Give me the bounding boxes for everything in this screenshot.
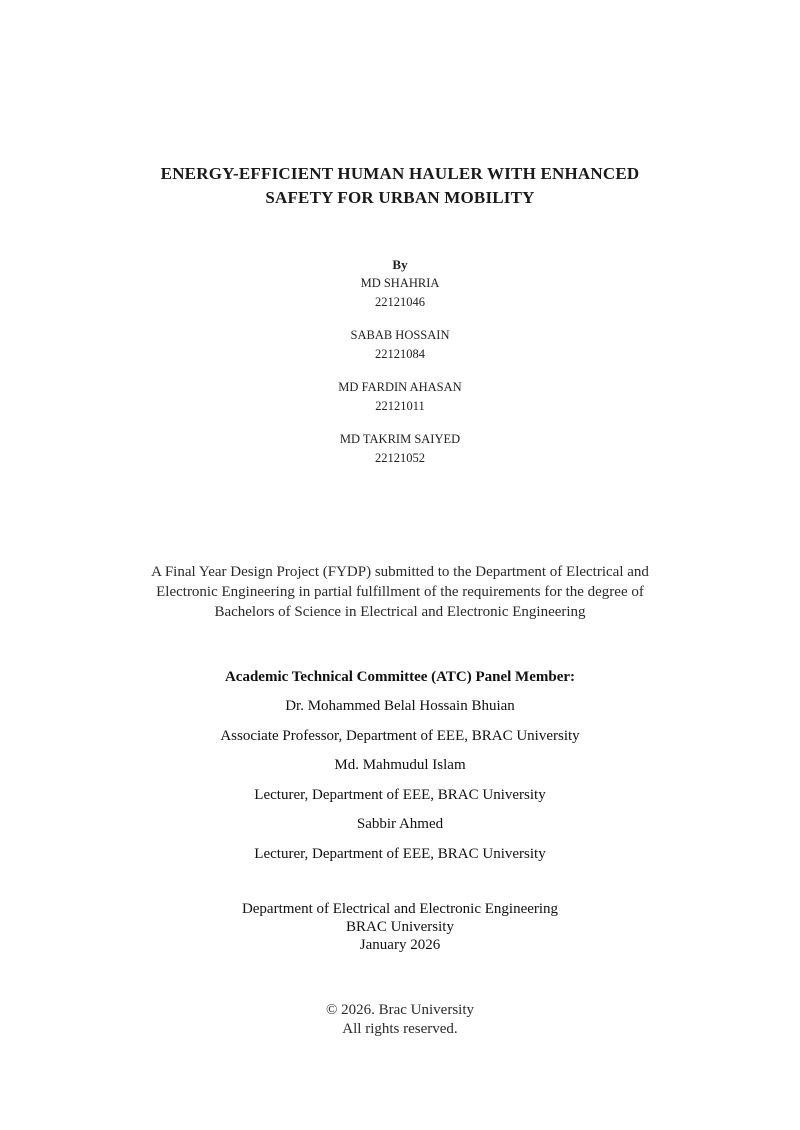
submission-statement [80,562,720,622]
thesis-title [60,162,740,210]
panel-member-role: Lecturer, Department of EEE, BRAC University [254,786,546,803]
rights-line: All rights reserved. [342,1021,458,1037]
author-entry [200,378,600,416]
student-id: 22121052 [375,451,425,465]
atc-panel [100,665,700,871]
author-name: SABAB HOSSAIN [350,328,450,342]
author-entry [200,326,600,364]
student-id: 22121084 [375,347,425,361]
panel-member-name: Dr. Mohammed Belal Hossain Bhuian [285,698,515,714]
author-name: MD SHAHRIA [360,276,440,290]
author-name: MD TAKRIM SAIYED [339,432,461,446]
department-name: Department of Electrical and Electronic Engineering [241,901,559,917]
copyright-line: © 2026. Brac University [325,1002,475,1018]
copyright-notice [200,1001,600,1039]
submission-line: A Final Year Design Project (FYDP) submitted to the Department of Electrical and [151,564,649,580]
thesis-title-line-1: ENERGY-EFFICIENT HUMAN HAULER WITH ENHANCED [160,164,640,183]
student-id: 22121046 [375,295,425,309]
student-id: 22121011 [375,399,425,413]
submission-line: Bachelors of Science in Electrical and Electronic Engineering [214,604,586,620]
atc-heading: Academic Technical Committee (ATC) Panel Member: [224,669,576,685]
institution-block [150,900,650,954]
panel-member-name: Sabbir Ahmed [356,816,444,832]
by-label: By [392,257,408,272]
author-entry [200,430,600,468]
university-name: BRAC University [346,919,454,935]
panel-member-role: Lecturer, Department of EEE, BRAC University [254,845,546,862]
thesis-title-line-2: SAFETY FOR URBAN MOBILITY [265,188,535,207]
submission-date: January 2026 [359,937,441,953]
panel-member-name: Md. Mahmudul Islam [334,757,466,773]
submission-line: Electronic Engineering in partial fulfillment of the requirements for the degree of [156,584,644,600]
panel-member-role: Associate Professor, Department of EEE, BRAC University [220,727,580,744]
author-block [200,256,600,482]
author-name: MD FARDIN AHASAN [338,380,462,394]
author-entry [200,274,600,312]
